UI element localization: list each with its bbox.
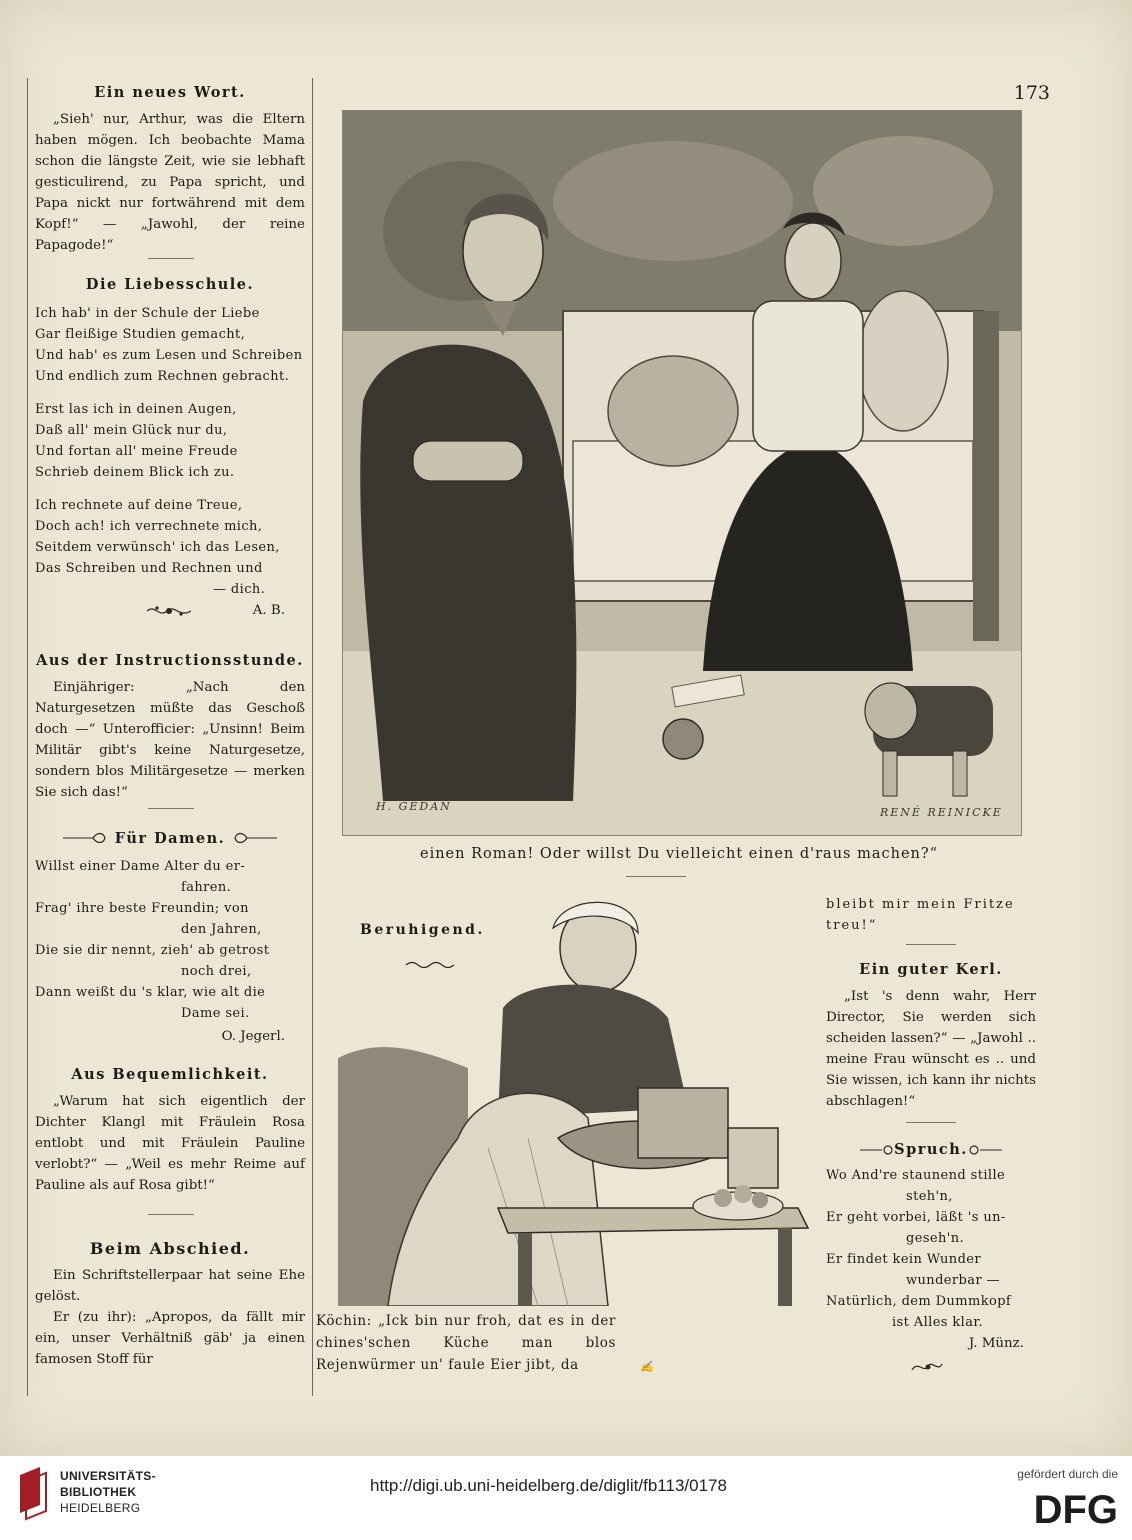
verse-line: Wo And're staunend stille xyxy=(826,1168,1006,1183)
verse-line: Natürlich, dem Dummkopf xyxy=(826,1294,1012,1309)
poem-title: Für Damen. xyxy=(114,830,226,847)
verse-line: geseh'n. xyxy=(906,1231,965,1246)
couple-engraving-image xyxy=(343,111,1021,835)
verse-line: Doch ach! ich verrechnete mich, xyxy=(35,519,263,534)
artist-signature-right: RENÉ REINICKE xyxy=(880,806,1003,819)
verse-line: wunderbar — xyxy=(906,1273,1000,1288)
page-number: 173 xyxy=(1013,82,1050,104)
verse-line: Erst las ich in deinen Augen, xyxy=(35,402,237,417)
cook-artist-signature-icon: ✍ xyxy=(640,1360,656,1373)
verse-line: Er geht vorbei, läßt 's un- xyxy=(826,1210,1006,1225)
verse-line: Er findet kein Wunder xyxy=(826,1252,981,1267)
verse-line: den Jahren, xyxy=(181,922,262,937)
footer-bar xyxy=(0,1456,1132,1540)
article-text: Einjähriger: „Nach den Naturgesetzen müßte das Geschoß doch —“ Unterofficier: „Unsinn! Beim Militär gibt's keine Naturgesetze, sondern blos Militärgesetze — merken Sie sich das!“ xyxy=(35,680,305,800)
article-text: „Sieh' nur, Arthur, was die Eltern haben mögen. Ich beobachte Mama schon die längste Zeit, wie sie lebhaft gesticulirend, zu Papa spricht, und Papa nickt nur fortwährend mit dem Kopf!“ — „Jawohl, der reine Papagode!“ xyxy=(35,112,305,253)
article-ein-neues-wort xyxy=(35,82,305,256)
cook-engraving-image xyxy=(338,888,814,1306)
verse-line: noch drei, xyxy=(181,964,252,979)
right-column xyxy=(826,894,1036,1383)
library-name xyxy=(60,1468,156,1516)
verse-line: Daß all' mein Glück nur du, xyxy=(35,423,228,438)
separator-rule xyxy=(906,1122,956,1123)
spruch-title: Spruch. xyxy=(894,1141,968,1158)
library-logo-icon xyxy=(16,1465,50,1523)
artist-signature-left: H. GEDAN xyxy=(376,800,452,813)
beruhigend-title: Beruhigend. xyxy=(360,922,485,938)
article-bequemlichkeit xyxy=(35,1064,305,1196)
verse-line: Ich hab' in der Schule der Liebe xyxy=(35,306,260,321)
verse-line: Frag' ihre beste Freundin; von xyxy=(35,901,249,916)
beruhigend-caption: Köchin: „Ick bin nur froh, dat es in der chines'schen Küche man blos Rejenwürmer un' faule Eier jibt, da xyxy=(316,1313,616,1373)
verse-line: Schrieb deinem Blick ich zu. xyxy=(35,465,235,480)
verse-line: Dann weißt du 's klar, wie alt die xyxy=(35,985,266,1000)
article-abschied xyxy=(35,1238,305,1370)
article-title: Ein guter Kerl. xyxy=(859,961,1003,978)
top-illustration-caption: einen Roman! Oder willst Du vielleicht einen d'raus machen?“ xyxy=(420,846,939,862)
right-ornament-icon xyxy=(966,1144,1002,1156)
left-ornament-icon xyxy=(860,1144,896,1156)
verse-line: steh'n, xyxy=(906,1189,953,1204)
continuation-text: bleibt mir mein Fritze treu!“ xyxy=(826,897,1015,933)
digital-object-link[interactable]: http://digi.ub.uni-heidelberg.de/diglit/fb113/0178 xyxy=(370,1476,727,1495)
poem-author: A. B. xyxy=(252,603,285,618)
library-name-line: HEIDELBERG xyxy=(60,1501,141,1515)
verse-line: — dich. xyxy=(213,582,266,597)
article-title: Aus Bequemlichkeit. xyxy=(71,1066,269,1083)
verse-line: Und fortan all' meine Freude xyxy=(35,444,238,459)
verse-line: Ich rechnete auf deine Treue, xyxy=(35,498,243,513)
left-ornament-icon xyxy=(63,832,107,844)
right-ornament-icon xyxy=(233,832,277,844)
poem-liebesschule xyxy=(35,274,305,622)
article-title: Beim Abschied. xyxy=(89,1239,251,1258)
verse-line: ist Alles klar. xyxy=(892,1315,984,1330)
verse-line: Willst einer Dame Alter du er- xyxy=(35,859,246,874)
verse-line: fahren. xyxy=(181,880,232,895)
floral-ornament-icon xyxy=(145,602,193,620)
left-margin-rule xyxy=(27,78,28,1396)
floral-ornament-icon xyxy=(910,1358,944,1376)
illustration-cook xyxy=(338,888,814,1306)
dfg-logo-text: DFG xyxy=(1033,1488,1118,1527)
poem-author: J. Münz. xyxy=(968,1336,1024,1351)
article-text: Er (zu ihr): „Apropos, da fällt mir ein, unser Verhältniß gäb' ja einen famosen Stoff für xyxy=(35,1310,305,1367)
article-text: Ein Schriftstellerpaar hat seine Ehe gelöst. xyxy=(35,1268,305,1304)
article-instructionsstunde xyxy=(35,650,305,803)
verse-line: Gar fleißige Studien gemacht, xyxy=(35,327,246,342)
verse-line: Die sie dir nennt, zieh' ab getrost xyxy=(35,943,270,958)
separator-rule xyxy=(148,258,194,259)
poem-fuer-damen xyxy=(35,828,305,1047)
separator-rule xyxy=(626,876,686,877)
verse-line: Das Schreiben und Rechnen und xyxy=(35,561,263,576)
verse-line: Und hab' es zum Lesen und Schreiben xyxy=(35,348,303,363)
poem-title: Die Liebesschule. xyxy=(85,276,255,293)
illustration-couple xyxy=(342,110,1022,836)
article-title: Ein neues Wort. xyxy=(94,84,246,101)
separator-rule xyxy=(148,1214,194,1215)
verse-line: Und endlich zum Rechnen gebracht. xyxy=(35,369,290,384)
verse-line: Seitdem verwünsch' ich das Lesen, xyxy=(35,540,280,555)
funding-note: gefördert durch die xyxy=(1017,1467,1118,1481)
verse-line: Dame sei. xyxy=(181,1006,250,1021)
separator-rule xyxy=(148,808,194,809)
poem-author: O. Jegerl. xyxy=(221,1029,285,1044)
separator-rule xyxy=(906,944,956,945)
article-text: „Warum hat sich eigentlich der Dichter Klangl mit Fräulein Rosa entlobt und mit Fräulein Pauline verlobt?“ — „Weil es mehr Reime auf Pauline als auf Rosa gibt!“ xyxy=(35,1094,305,1193)
column-divider xyxy=(312,78,313,1396)
article-text: „Ist 's denn wahr, Herr Director, Sie werden sich scheiden lassen?“ — „Jawohl .. meine Frau wünscht es .. und Sie wissen, ich kann ihr nichts abschlagen!“ xyxy=(826,989,1036,1109)
library-name-line: UNIVERSITÄTS- xyxy=(60,1469,156,1483)
article-title: Aus der Instructionsstunde. xyxy=(36,652,304,669)
dfg-logo-icon xyxy=(1000,1485,1120,1527)
library-name-line: BIBLIOTHEK xyxy=(60,1485,137,1499)
